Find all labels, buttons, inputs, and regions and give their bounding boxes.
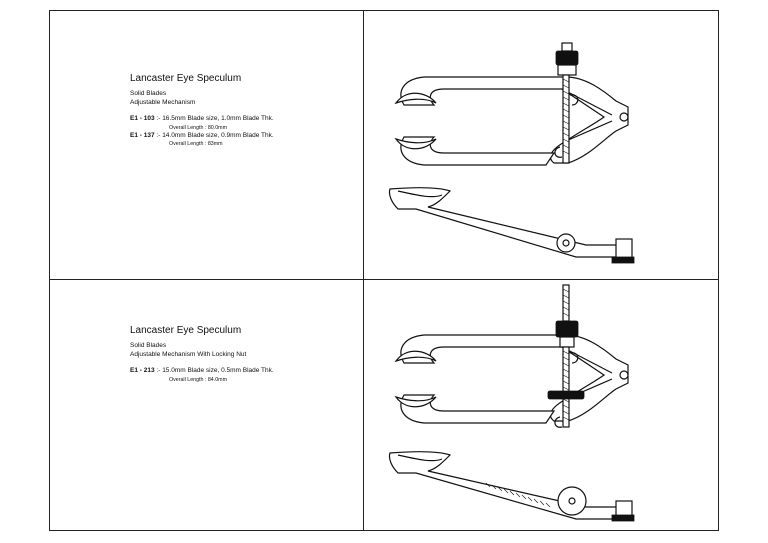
overall-length: Overall Length : 83mm bbox=[169, 141, 223, 147]
locking-nut bbox=[548, 391, 584, 399]
speculum-side-view bbox=[389, 188, 634, 263]
overall-length: Overall Length : 80.0mm bbox=[169, 124, 227, 131]
feature-line: Solid Blades bbox=[130, 342, 167, 349]
product-2-info bbox=[130, 325, 274, 384]
spec-separator: :- bbox=[156, 115, 161, 122]
speculum-drawing-1 bbox=[376, 39, 656, 271]
spec-separator: :- bbox=[156, 367, 161, 374]
spec-row bbox=[130, 115, 274, 124]
spec-list bbox=[130, 115, 274, 148]
product-code: E1 - 103 bbox=[130, 115, 155, 122]
spec-row bbox=[130, 132, 274, 141]
product-1-info bbox=[130, 73, 274, 148]
feature-line: Solid Blades bbox=[130, 90, 167, 97]
speculum-top-view bbox=[396, 77, 628, 165]
feature-line: Adjustable Mechanism bbox=[130, 98, 196, 106]
feature-line: Adjustable Mechanism With Locking Nut bbox=[130, 350, 247, 358]
speculum-drawing-2 bbox=[376, 283, 656, 523]
spec-list bbox=[130, 367, 274, 384]
spec-description: 16.5mm Blade size, 1.0mm Blade Thk. bbox=[162, 115, 274, 122]
speculum-top-view bbox=[396, 335, 628, 423]
spec-description: 15.0mm Blade size, 0.5mm Blade Thk. bbox=[162, 367, 274, 374]
spec-description: 14.0mm Blade size, 0.9mm Blade Thk. bbox=[162, 131, 274, 139]
horizontal-divider bbox=[50, 279, 718, 280]
product-title: Lancaster Eye Speculum bbox=[130, 325, 242, 336]
overall-length: Overall Length : 84.0mm bbox=[169, 376, 227, 383]
product-code: E1 - 137 bbox=[130, 131, 155, 139]
catalog-sheet bbox=[49, 10, 719, 531]
spec-separator: :- bbox=[156, 131, 161, 139]
spec-row bbox=[130, 367, 274, 376]
speculum-side-view bbox=[389, 452, 634, 521]
vertical-divider bbox=[363, 11, 364, 530]
product-code: E1 - 213 bbox=[130, 367, 155, 374]
product-title: Lancaster Eye Speculum bbox=[130, 73, 242, 84]
